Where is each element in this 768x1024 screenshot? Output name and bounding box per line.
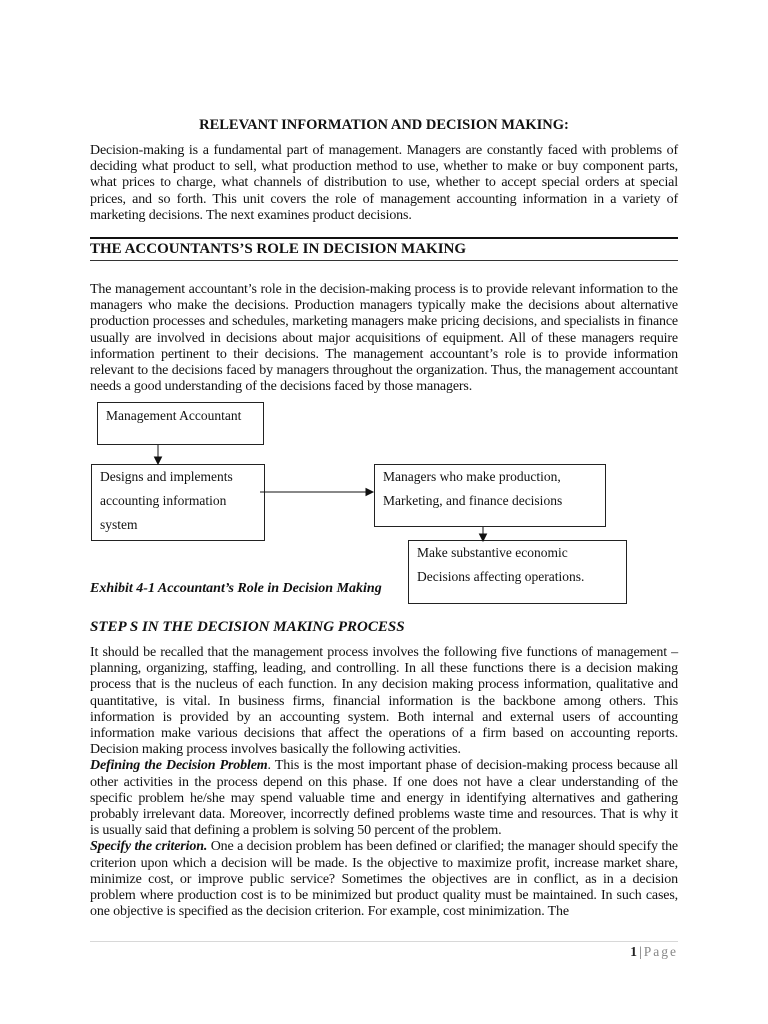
intro-paragraph <box>90 143 678 224</box>
heading-rule-bottom <box>90 260 678 261</box>
page-footer <box>630 944 678 960</box>
steps-paragraph <box>90 645 678 920</box>
steps-intro-text: It should be recalled that the management process involves the following five functions of management – planning, organizing, staffing, leading, and controlling. In all these functions there is a decision making process that is the nucleus of each function. In any decision making process information, qualitative and quantitative, is vital. In business firms, financial information is the backbone among others. This information is provided by an accounting system. Both internal and external users of accounting information make various decisions that affect the operations of a firm based on accounting reports. Decision making process involves basically the following activities. <box>90 645 678 758</box>
diagram-box-designs-system <box>91 464 265 541</box>
box-line: Managers who make production, <box>383 469 561 484</box>
diagram-box-managers-decisions <box>374 464 606 527</box>
box-line: Designs and implements <box>100 469 233 484</box>
page-label: Page <box>643 944 678 959</box>
step-specify-criterion-label: Specify the criterion. <box>90 839 208 855</box>
arrowhead-down-1 <box>155 457 162 464</box>
box-line: Management Accountant <box>106 408 242 423</box>
step-defining-problem-text: . This is the most important phase of decision-making process because all other activities in the process depend on this phase. If one does not have a clear understanding of the specific problem he/she may spend valuable time and energy in identifying alternatives and gathering probably irrelevant data. Moreover, incorrectly defined problems waste time and resources. That is why it is usually said that defining a problem is solving 50 percent of the problem. <box>90 758 678 839</box>
section-heading-accountants-role: THE ACCOUNTANTS’S ROLE IN DECISION MAKING <box>90 241 467 257</box>
page-number: 1 <box>630 944 638 959</box>
accountants-role-paragraph <box>90 282 678 395</box>
diagram-box-management-accountant <box>97 402 264 445</box>
arrowhead-right <box>366 489 373 496</box>
exhibit-caption: Exhibit 4-1 Accountant’s Role in Decision Making <box>90 581 382 596</box>
footer-rule <box>90 941 678 942</box>
heading-rule-top <box>90 237 678 239</box>
step-specify-criterion-text: One a decision problem has been defined or clarified; the manager should specify the criterion upon which a decision will be made. Is the objective to maximize profit, increase market share, minimize cost, or improve public service? Sometimes the objectives are in conflict, as in a decision problem where production cost is to be minimized but product quality must be maintained. In such cases, one objective is specified as the decision criterion. For example, cost minimization. The <box>90 839 678 920</box>
intro-text: Decision-making is a fundamental part of management. Managers are constantly faced with problems of deciding what product to sell, what production method to use, whether to make or buy component parts, what prices to charge, what channels of distribution to use, whether to accept special orders at special prices, and so forth. This unit covers the role of management accounting information in a variety of marketing decisions. The next examines product decisions. <box>90 143 678 223</box>
document-title: RELEVANT INFORMATION AND DECISION MAKING: <box>199 117 569 133</box>
diagram-box-economic-decisions <box>408 540 627 604</box>
box-line: accounting information <box>100 493 227 508</box>
step-defining-problem-label: Defining the Decision Problem <box>90 758 268 774</box>
box-line: Decisions affecting operations. <box>417 569 585 584</box>
section-heading-steps: STEP S IN THE DECISION MAKING PROCESS <box>90 619 405 635</box>
box-line: Make substantive economic <box>417 545 568 560</box>
step-defining-problem <box>90 758 678 839</box>
step-specify-criterion <box>90 839 678 920</box>
box-line: Marketing, and finance decisions <box>383 493 563 508</box>
accountants-role-text: The management accountant’s role in the decision-making process is to provide relevant information to the managers who make the decisions. Production managers typically make the decisions about alternative production processes and schedules, marketing managers make pricing decisions, and specialists in finance usually are involved in decisions about major acquisitions of equipment. All of these managers require information pertinent to their decisions. The management accountant’s role is to provide information relevant to the decisions faced by managers throughout the organization. Thus, the management accountant needs a good understanding of the decisions faced by those managers. <box>90 282 678 395</box>
footer-separator: | <box>639 944 642 959</box>
box-line: system <box>100 517 138 532</box>
